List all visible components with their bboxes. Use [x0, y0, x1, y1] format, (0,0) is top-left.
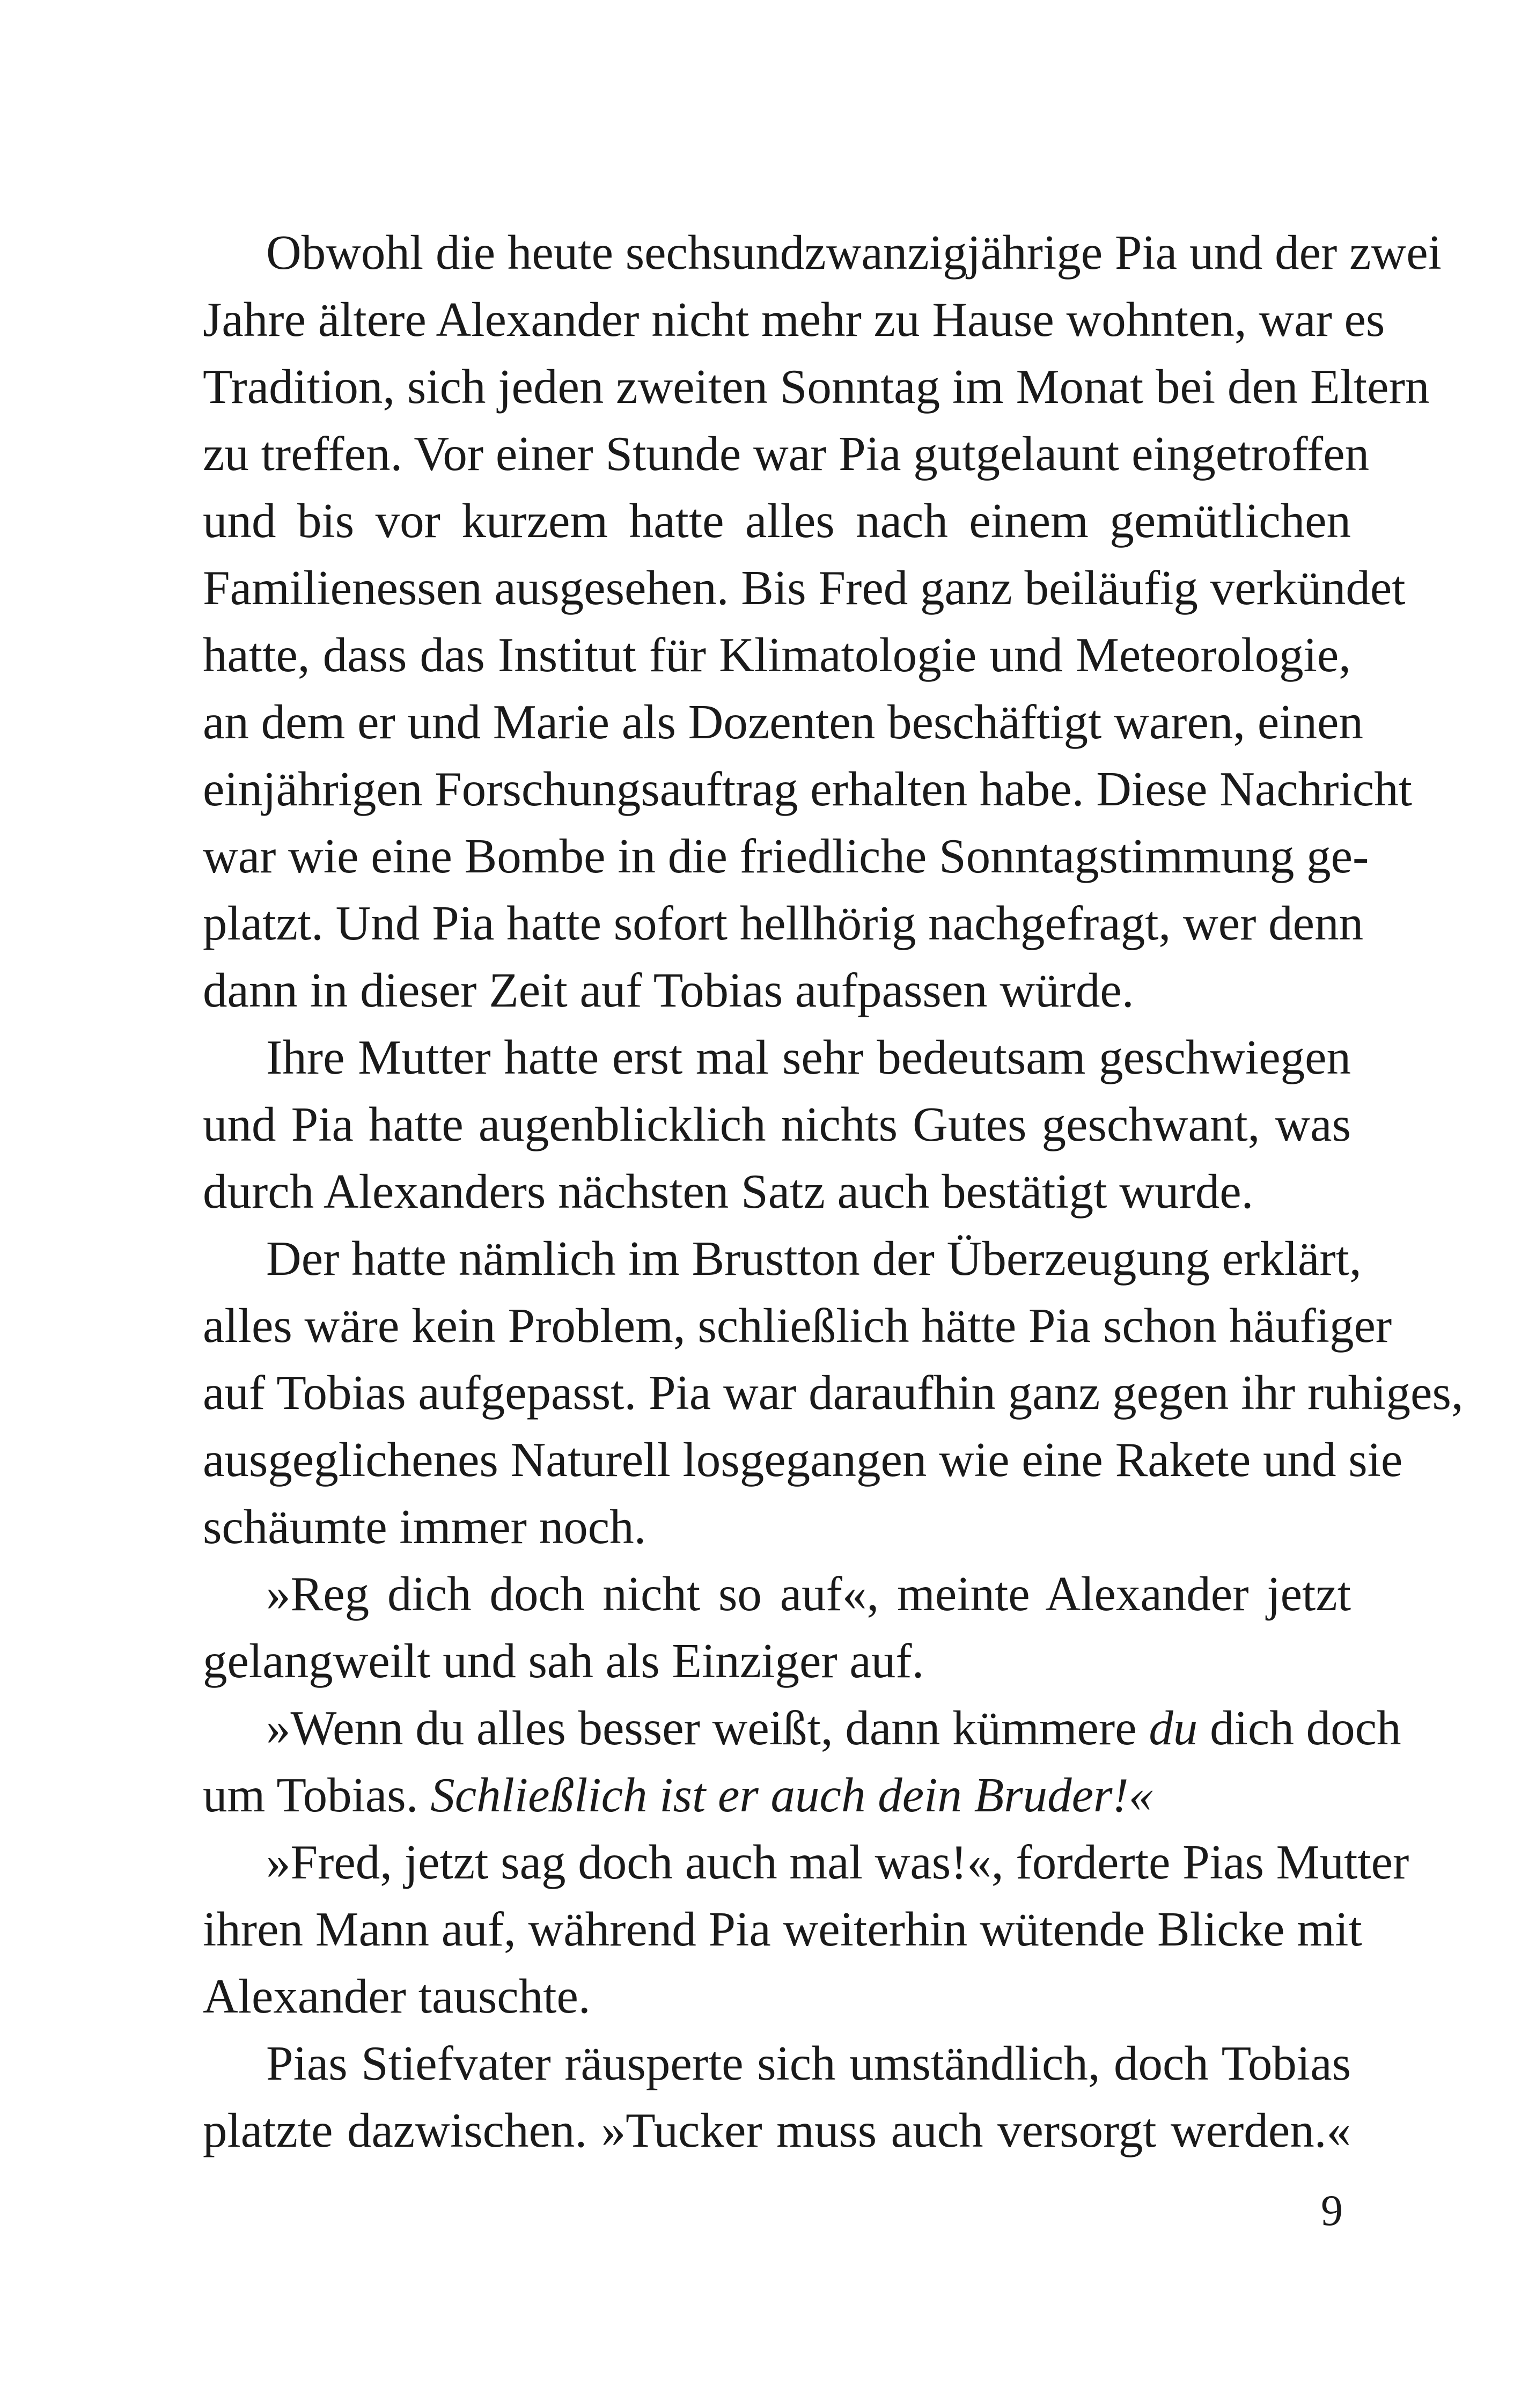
text-line [203, 1694, 1401, 1761]
text-run: »Wenn du alles besser weißt, dann kümmere [266, 1701, 1149, 1755]
text-line: schäumte immer noch. [203, 1500, 646, 1554]
paragraph [203, 1829, 1409, 2030]
text-line: auf Tobias aufgepasst. Pia war daraufhin ganz gegen ihr ruhiges, [203, 1365, 1464, 1420]
text-line: dann in dieser Zeit auf Tobias aufpassen würde. [203, 963, 1134, 1017]
text-line: »Fred, jetzt sag doch auch mal was!«, forderte Pias Mutter [266, 1835, 1409, 1889]
text-line: Tradition, sich jeden zweiten Sonntag im Monat bei den Eltern [203, 359, 1430, 414]
text-line: einjährigen Forschungsauftrag erhalten habe. Diese Nachricht [203, 762, 1412, 816]
text-line: an dem er und Marie als Dozenten beschäftigt waren, einen [203, 695, 1363, 749]
text-line: Jahre ältere Alexander nicht mehr zu Hause wohnten, war es [203, 292, 1385, 347]
text-line: zu treffen. Vor einer Stunde war Pia gutgelaunt eingetroffen [203, 427, 1370, 481]
paragraph [203, 2030, 1351, 2164]
text-line: war wie eine Bombe in die friedliche Sonntagstimmung ge- [203, 829, 1369, 883]
page-number: 9 [1321, 2186, 1343, 2235]
text-line: Obwohl die heute sechsundzwanzigjährige Pia und der zwei [266, 225, 1442, 280]
italic-text: Schließlich ist er auch dein Bruder!« [430, 1768, 1153, 1822]
text-line: Pias Stiefvater räusperte sich umständlich, doch Tobias [266, 2036, 1351, 2090]
text-line: ihren Mann auf, während Pia weiterhin wütende Blicke mit [203, 1902, 1362, 1956]
text-line: »Reg dich doch nicht so auf«, meinte Alexander jetzt [266, 1567, 1351, 1621]
text-line: Familienessen ausgesehen. Bis Fred ganz beiläufig verkündet [203, 561, 1406, 615]
body-text [203, 219, 1464, 2164]
text-line: und Pia hatte augenblicklich nichts Gutes geschwant, was [203, 1097, 1351, 1151]
text-line: ausgeglichenes Naturell losgegangen wie eine Rakete und sie [203, 1433, 1403, 1487]
text-line: platzt. Und Pia hatte sofort hellhörig nachgefragt, wer denn [203, 896, 1364, 950]
text-line: Der hatte nämlich im Brustton der Überzeugung erklärt, [266, 1231, 1362, 1286]
text-line [203, 1761, 1351, 1829]
text-line: hatte, dass das Institut für Klimatologie und Meteorologie, [203, 628, 1351, 682]
text-line: und bis vor kurzem hatte alles nach einem gemütlichen [203, 494, 1351, 548]
paragraph [203, 1024, 1351, 1225]
text-line: Alexander tauschte. [203, 1969, 591, 2023]
text-line: Ihre Mutter hatte erst mal sehr bedeutsam geschwiegen [266, 1030, 1351, 1084]
text-run: um Tobias. [203, 1768, 431, 1822]
paragraph [203, 219, 1442, 1024]
text-run: dich doch [1197, 1701, 1401, 1755]
paragraph [203, 1225, 1464, 1560]
text-line: durch Alexanders nächsten Satz auch bestätigt wurde. [203, 1164, 1254, 1218]
text-line: platzte dazwischen. »Tucker muss auch versorgt werden.« [203, 2103, 1351, 2157]
text-line: gelangweilt und sah als Einziger auf. [203, 1634, 924, 1688]
italic-text: du [1149, 1701, 1198, 1755]
paragraph [203, 1694, 1401, 1829]
paragraph [203, 1560, 1351, 1694]
text-line: alles wäre kein Problem, schließlich hätte Pia schon häufiger [203, 1298, 1392, 1353]
